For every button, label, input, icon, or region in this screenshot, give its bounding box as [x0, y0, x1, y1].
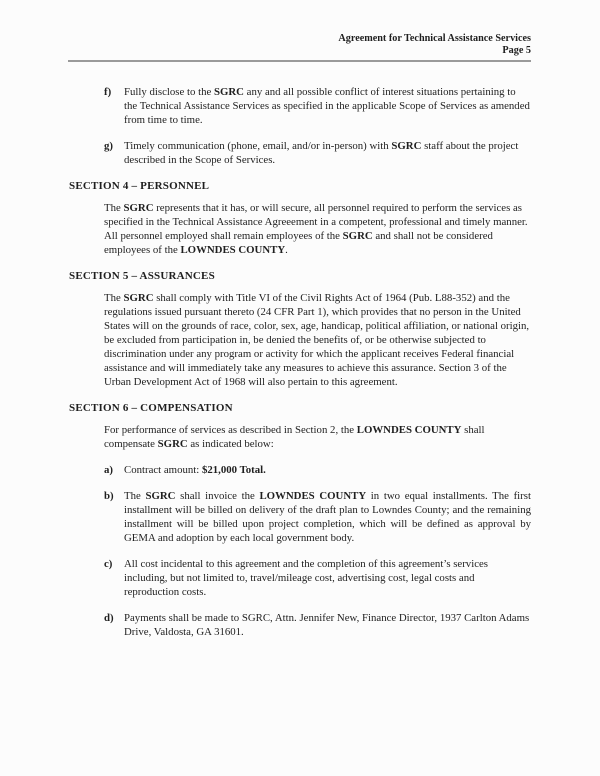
- section-6-heading: SECTION 6 – COMPENSATION: [69, 402, 233, 414]
- section-6-intro-paragraph: For performance of services as described in Section 2, the LOWNDES COUNTY shall compensate SGRC as indicated below:: [104, 424, 485, 450]
- list-item-g: [69, 139, 531, 167]
- list-item-f-text: Fully disclose to the SGRC any and all possible conflict of interest situations pertaining to the Technical Assistance Services as specified in the applicable Scope of Services as amended from time to time.: [124, 86, 530, 126]
- list-item-f: [69, 85, 531, 127]
- list-marker-b: b): [104, 490, 114, 502]
- list-item-c-text: All cost incidental to this agreement and the completion of this agreement’s services including, but not limited to, travel/mileage cost, advertising cost, legal costs and reproduction costs.: [124, 558, 488, 598]
- list-item-g-text: Timely communication (phone, email, and/or in-person) with SGRC staff about the project described in the Scope of Services.: [124, 140, 519, 166]
- list-item-a-text: Contract amount: $21,000 Total.: [124, 464, 266, 476]
- document-body: [69, 62, 531, 639]
- list-marker-f: f): [104, 86, 112, 98]
- header-title: Agreement for Technical Assistance Services: [338, 33, 531, 44]
- list-item-b-text: The SGRC shall invoice the LOWNDES COUNTY in two equal installments. The first installment will be billed on delivery of the draft plan to Lowndes County; and the remaining installment will be billed upon project completion, which will be defined as approval by GEMA and adoption by each local government body.: [124, 490, 531, 544]
- section-4-heading: SECTION 4 – PERSONNEL: [69, 180, 210, 192]
- list-item-a: [69, 463, 531, 477]
- list-marker-d: d): [104, 612, 114, 624]
- page-header: [69, 33, 531, 60]
- header-page-number: Page 5: [502, 45, 531, 56]
- list-marker-c: c): [104, 558, 113, 570]
- list-item-b: [69, 489, 531, 545]
- list-item-d: [69, 611, 531, 639]
- section-4-paragraph: The SGRC represents that it has, or will secure, all personnel required to perform the services as specified in the Technical Assistance Agreeement in a competent, professional and timely manner. All personnel employed shall remain employees of the SGRC and shall not be considered employees of the LOWNDES COUNTY.: [104, 202, 528, 256]
- section-5-paragraph: The SGRC shall comply with Title VI of the Civil Rights Act of 1964 (Pub. L88-352) and the regulations issued pursuant thereto (24 CFR Part 1), which provides that no person in the United States will on the grounds of race, color, sex, age, handicap, political affiliation, or national origin, be excluded from participation in, be denied the benefits of, or be otherwise subjected to discrimination under any program or activity for which the applicant receives Federal financial assistance and will immediately take any measures to achieve this assurance. Section 3 of the Urban Development Act of 1968 will also pertain to this agreement.: [104, 292, 530, 388]
- list-marker-a: a): [104, 464, 113, 476]
- section-5-heading: SECTION 5 – ASSURANCES: [69, 270, 215, 282]
- list-item-d-text: Payments shall be made to SGRC, Attn. Jennifer New, Finance Director, 1937 Carlton Adams Drive, Valdosta, GA 31601.: [124, 612, 530, 638]
- list-item-c: [69, 557, 531, 599]
- list-marker-g: g): [104, 140, 113, 152]
